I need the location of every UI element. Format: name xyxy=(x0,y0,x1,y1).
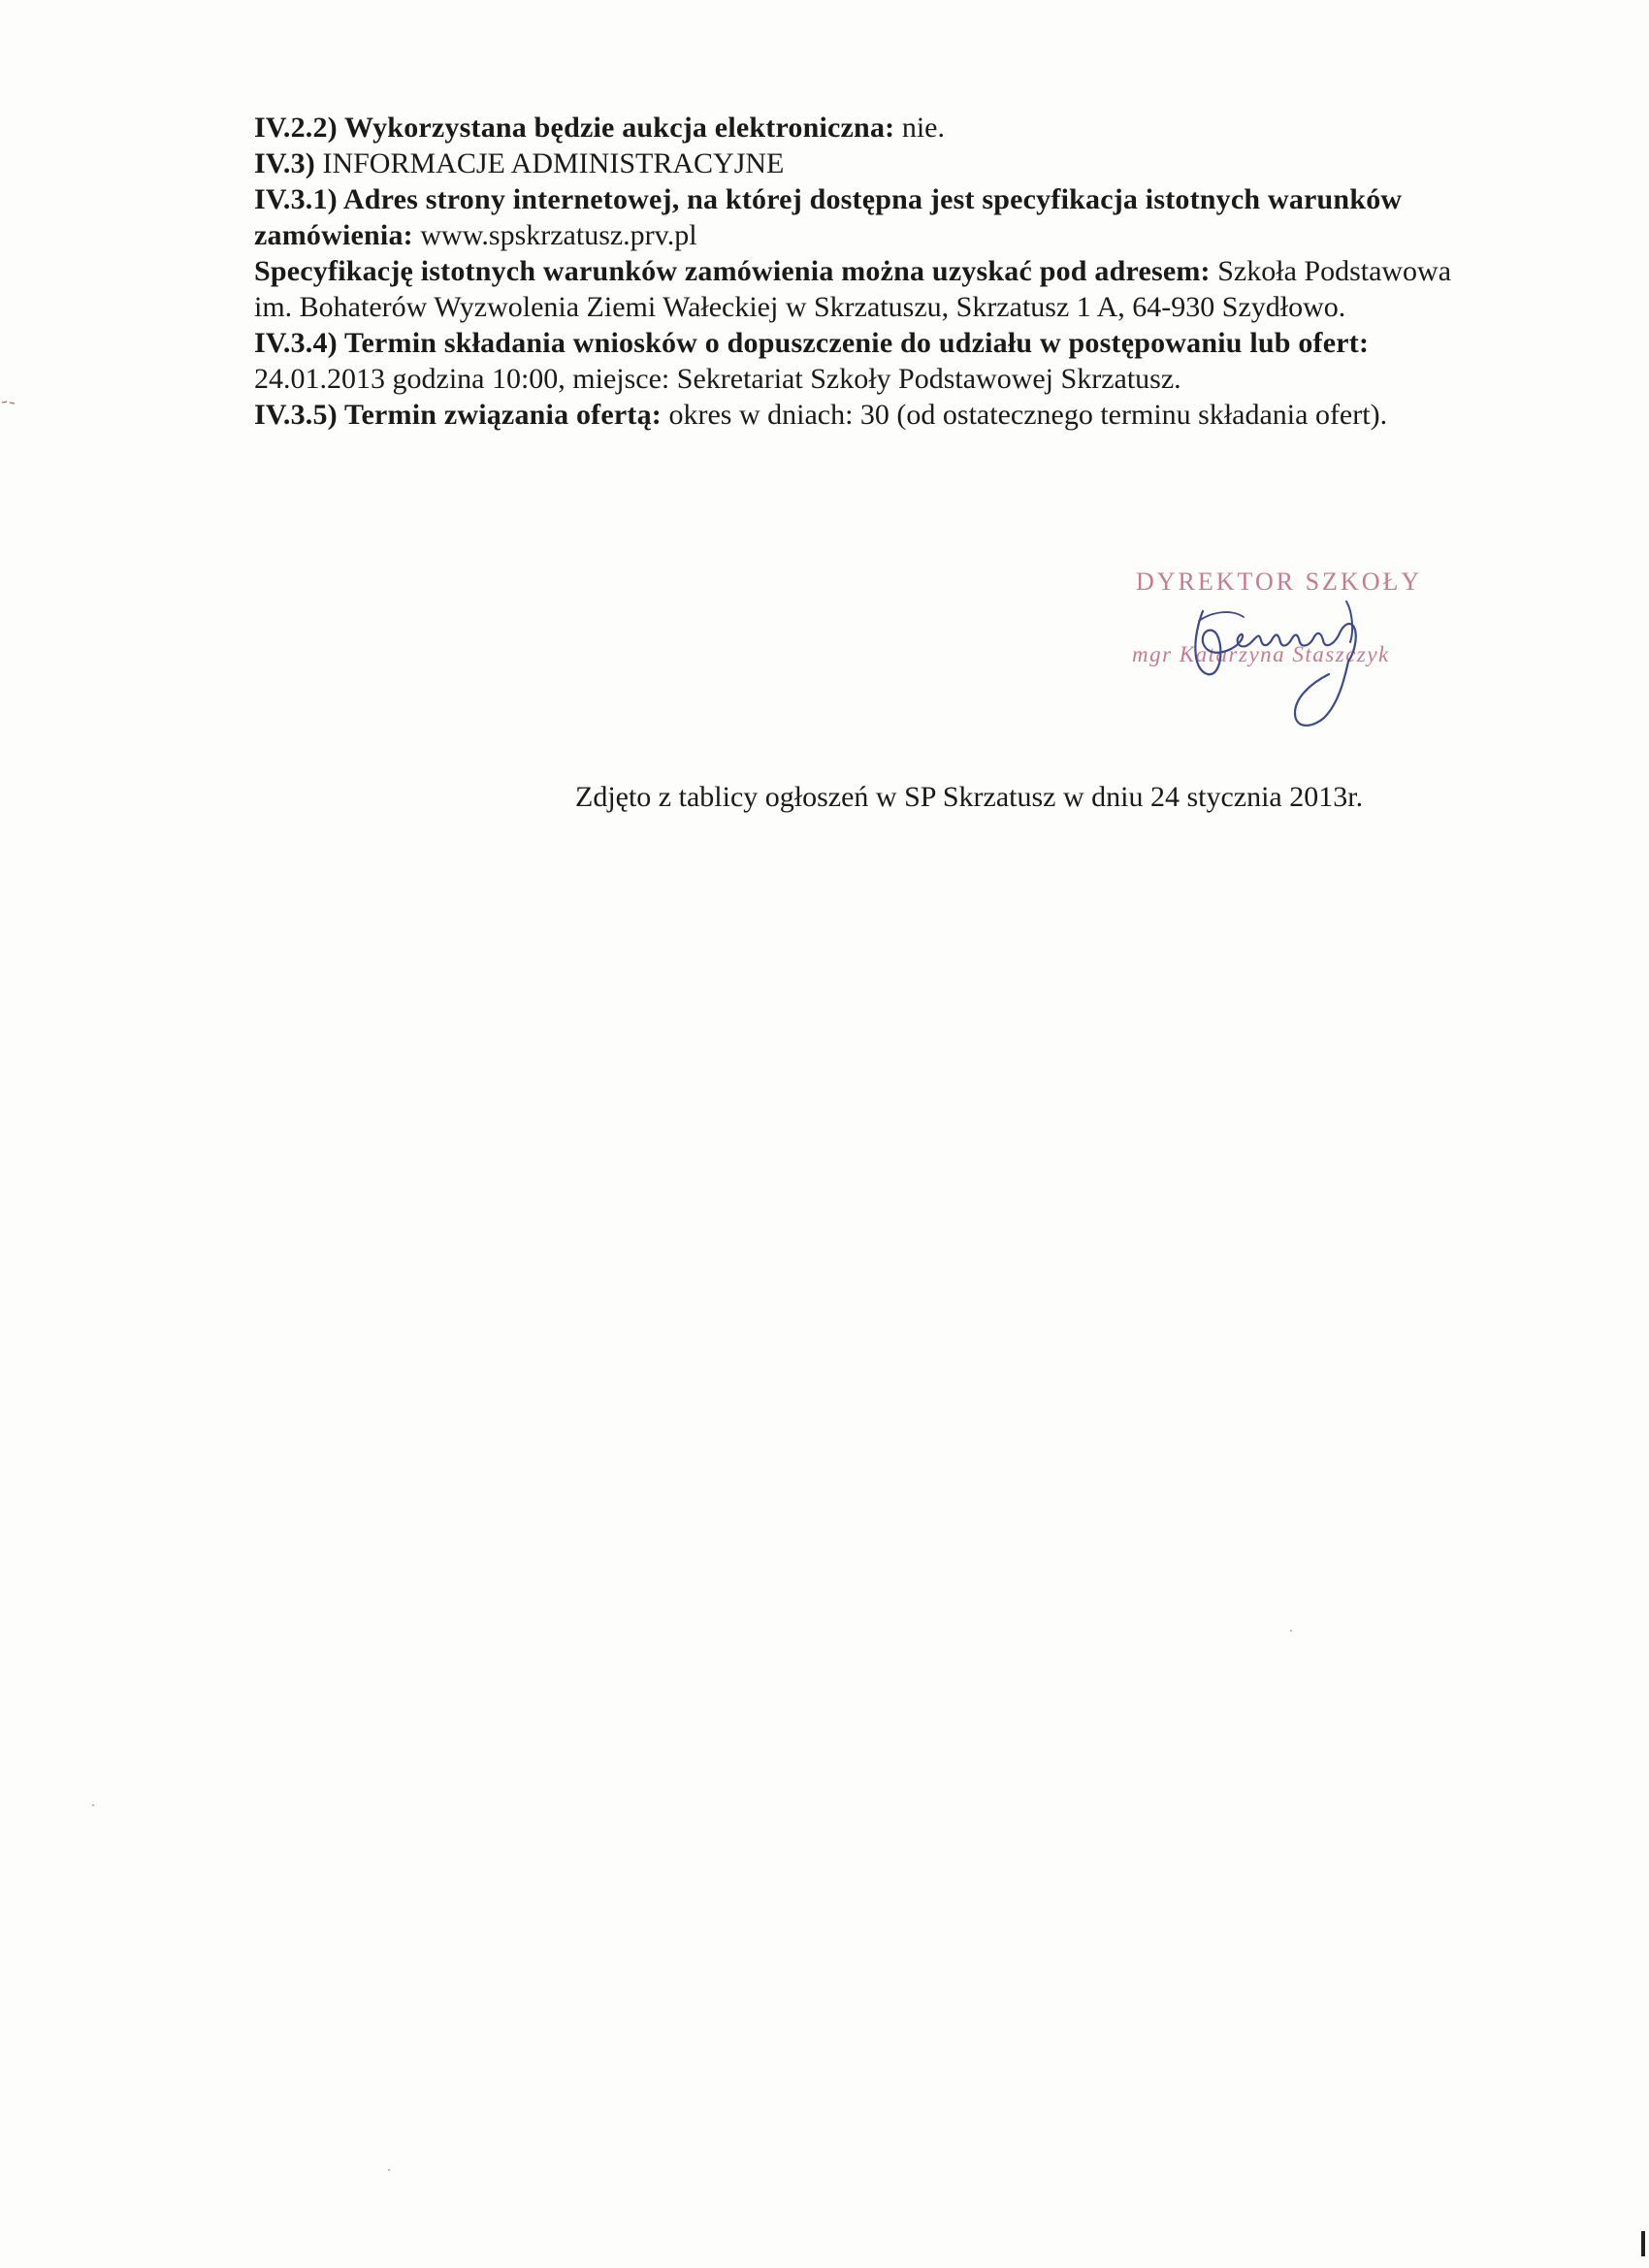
stamp-title: DYREKTOR SZKOŁY xyxy=(1136,567,1423,596)
value-deadline: 24.01.2013 godzina 10:00, miejsce: Sekretariat Szkoły Podstawowej Skrzatusz. xyxy=(254,363,1181,395)
heading-iv-3: IV.3) xyxy=(254,147,315,179)
paragraph-deadline xyxy=(254,325,1457,397)
scan-speck xyxy=(1290,1630,1292,1632)
scan-edge-mark xyxy=(2,400,16,405)
value-website-address: www.spskrzatusz.prv.pl xyxy=(412,219,697,251)
section-title-administrative: INFORMACJE ADMINISTRACYJNE xyxy=(314,147,785,179)
heading-specification: Specyfikację istotnych warunków zamówienia można uzyskać pod adresem: xyxy=(254,255,1211,287)
scan-edge-line xyxy=(1641,2231,1645,2256)
document-body xyxy=(254,110,1457,433)
paragraph-electronic-auction xyxy=(254,110,1457,146)
paragraph-specification-address xyxy=(254,253,1457,325)
paragraph-administrative-info xyxy=(254,146,1457,181)
heading-iv-3-4: IV.3.4) Termin składania wniosków o dopuszczenie do udziału w postępowaniu lub ofert: xyxy=(254,327,1370,359)
handwritten-signature xyxy=(1164,582,1416,747)
scan-speck xyxy=(92,1804,94,1806)
value-offer-binding: okres w dniach: 30 (od ostatecznego terminu składania ofert). xyxy=(661,399,1388,431)
value-electronic-auction: nie. xyxy=(894,112,945,144)
scan-speck xyxy=(388,2169,390,2171)
stamp-name: mgr Katarzyna Staszczyk xyxy=(1132,642,1390,666)
heading-iv-2-2: IV.2.2) Wykorzystana będzie aukcja elektroniczna: xyxy=(254,112,895,144)
heading-iv-3-1: IV.3.1) Adres strony internetowej, na której dostępna jest specyfikacja istotnych warunków zamówienia: xyxy=(254,183,1403,251)
paragraph-website-address xyxy=(254,181,1457,253)
removal-note: Zdjęto z tablicy ogłoszeń w SP Skrzatusz w dniu 24 stycznia 2013r. xyxy=(575,781,1364,813)
paragraph-offer-binding xyxy=(254,397,1457,433)
heading-iv-3-5: IV.3.5) Termin związania ofertą: xyxy=(254,399,662,431)
value-specification-address: Szkoła Podstawowa im. Bohaterów Wyzwolenia Ziemi Wałeckiej w Skrzatuszu, Skrzatusz 1 A, 64-930 Szydłowo. xyxy=(254,255,1452,323)
